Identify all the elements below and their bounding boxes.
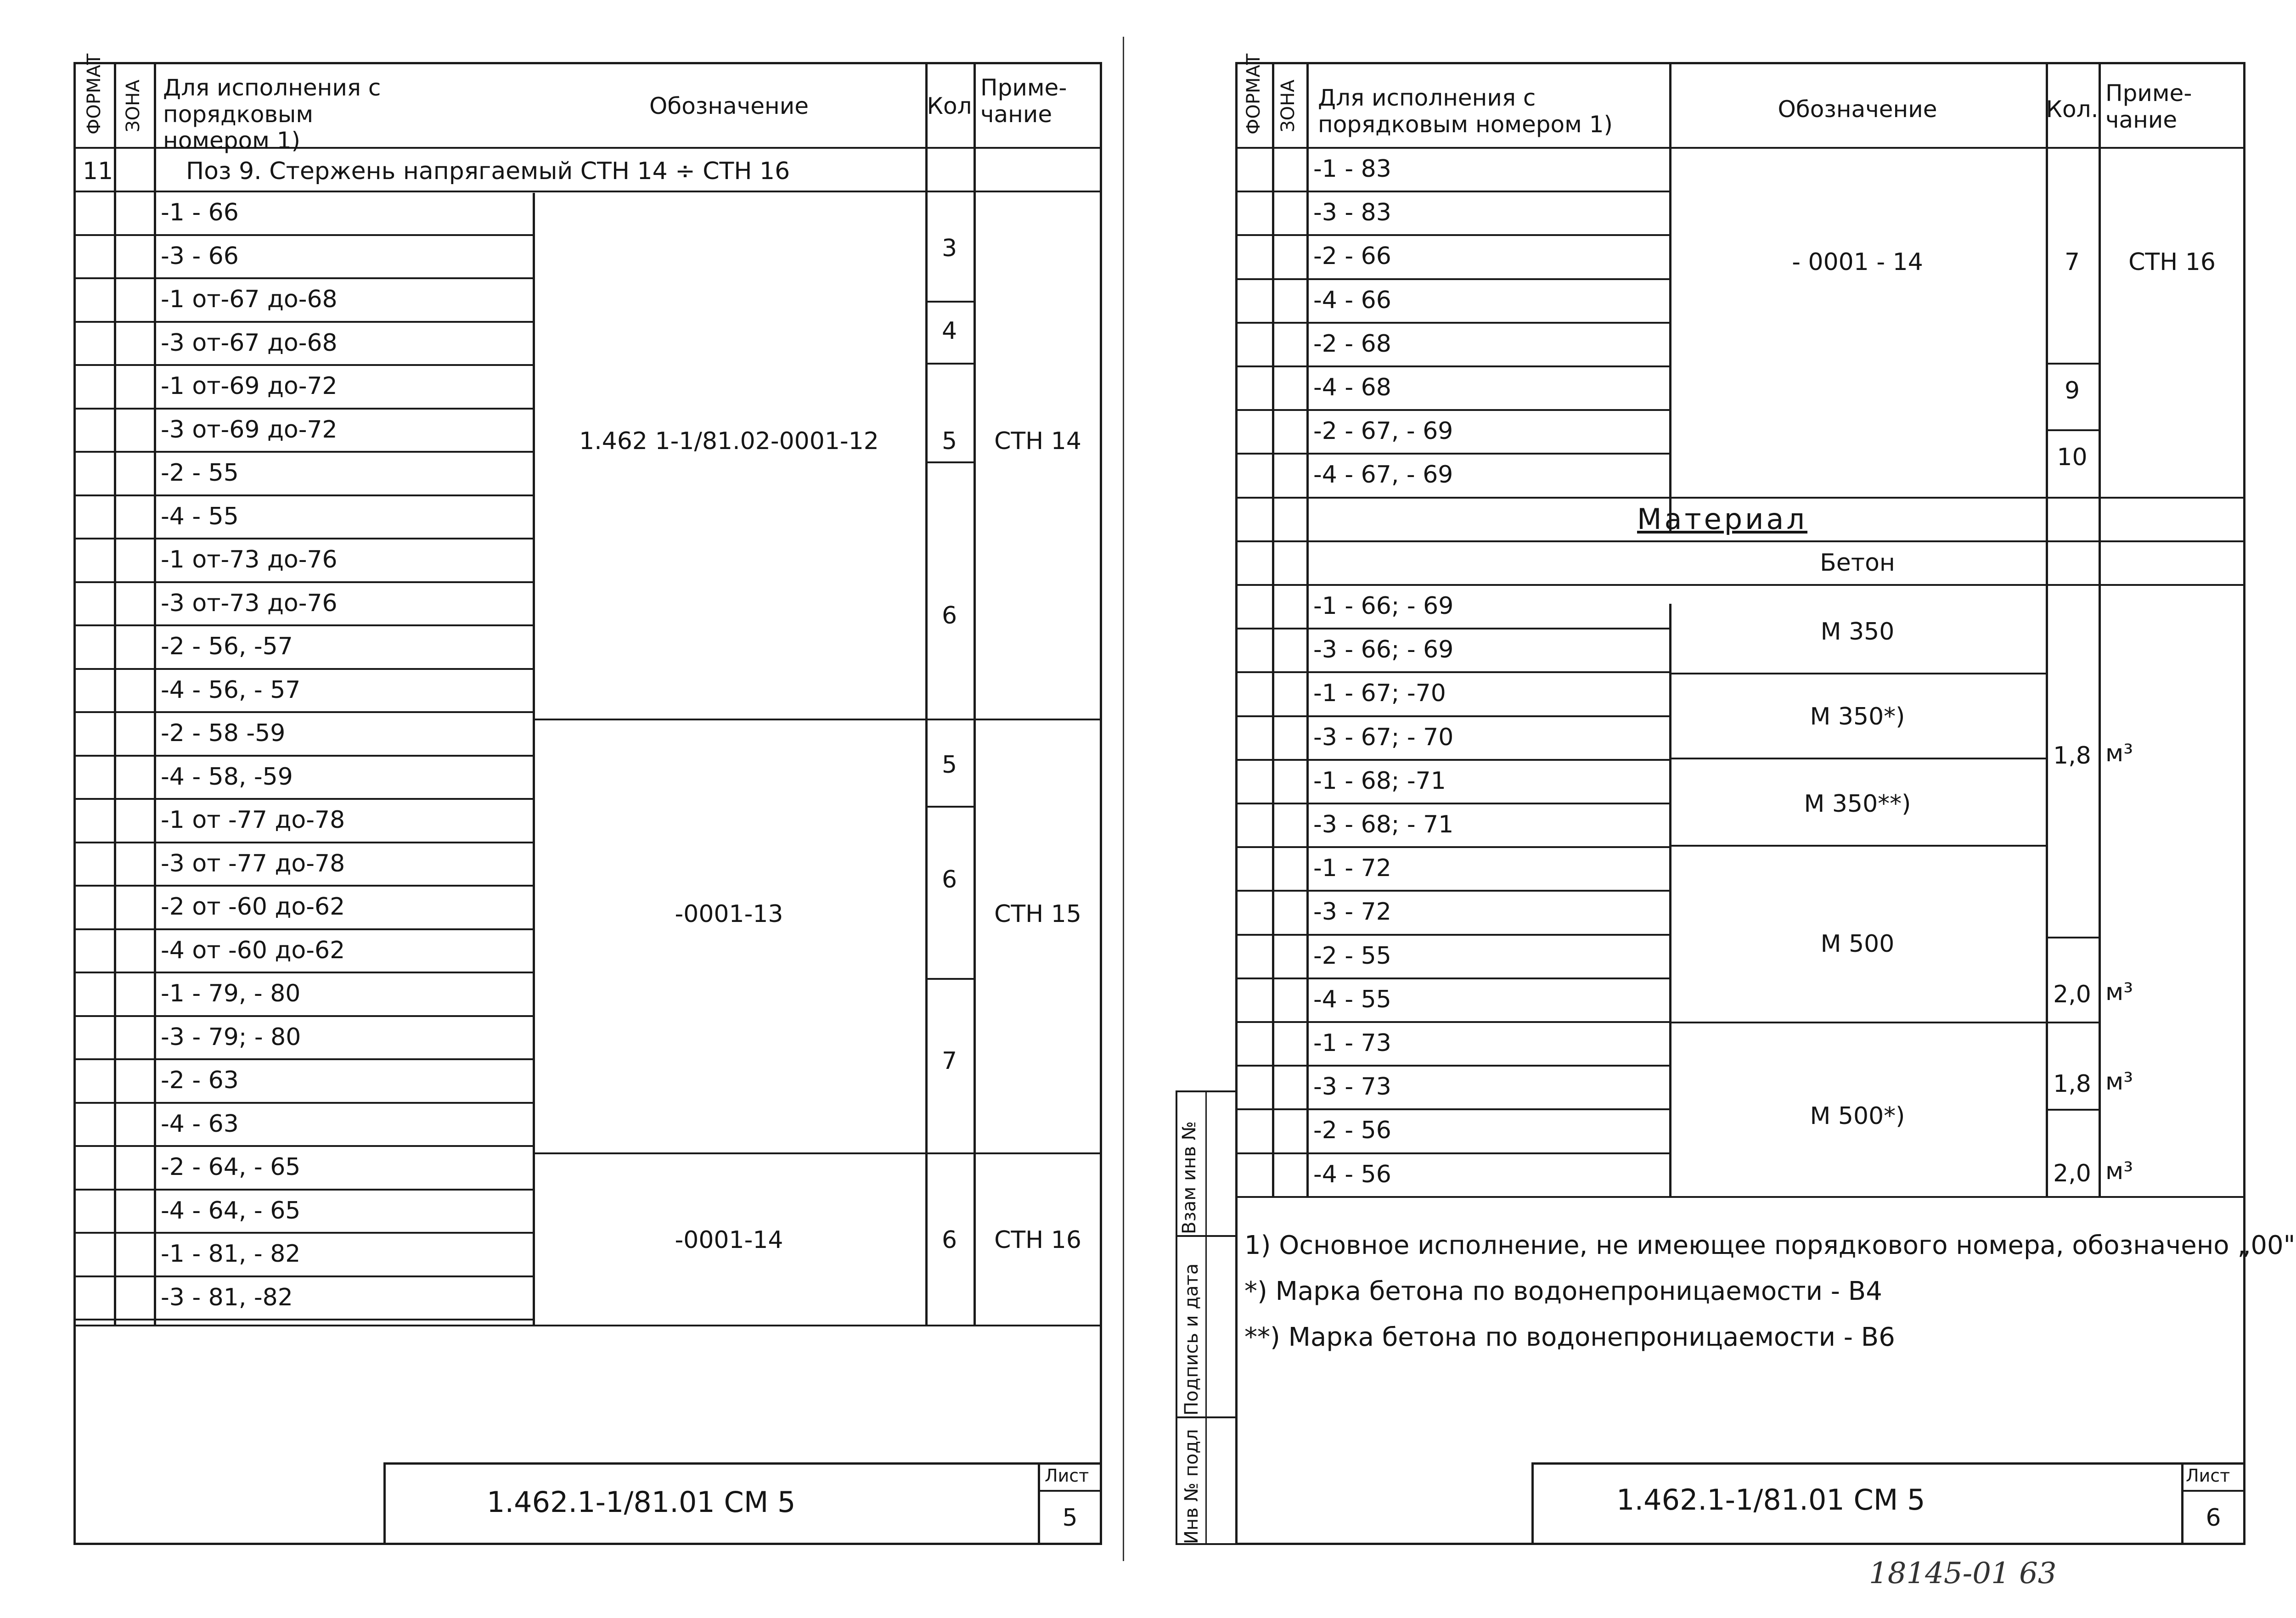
row-line [1235, 715, 1669, 717]
row-label: -3 от-73 до-76 [161, 589, 338, 617]
page-divider [1123, 37, 1124, 1561]
row-label: -4 - 56 [1313, 1160, 1391, 1188]
row-label: -4 - 63 [161, 1110, 239, 1138]
col-for-header: Для исполнения с порядковым номером 1) [163, 74, 381, 154]
row-line [73, 581, 533, 583]
unit: м³ [2105, 740, 2133, 767]
note-stn16: СТН 16 [994, 1226, 1081, 1254]
format-header: ФОРМАТ [1243, 53, 1264, 135]
row-line [73, 928, 533, 930]
row-label: -1 - 67; -70 [1313, 680, 1446, 708]
row-label: -2 - 56 [1313, 1117, 1391, 1145]
row-line [1235, 803, 1669, 804]
row-label: -1 - 81, - 82 [161, 1240, 301, 1268]
side-label-replace: Взам инв № [1179, 1121, 1200, 1234]
row-label: -4 - 66 [1313, 286, 1391, 314]
col-qty-header: Кол. [2046, 96, 2099, 123]
row-line [1235, 453, 1669, 455]
row-label: -3 - 66; - 69 [1313, 636, 1454, 664]
row-line [1235, 1152, 1669, 1154]
qty-mat: 1,8 [2053, 1070, 2091, 1098]
row-label: -2 - 64, - 65 [161, 1153, 301, 1181]
row-line [73, 755, 533, 757]
qty-value: 7 [941, 1047, 957, 1075]
handwritten-number: 18145-01 63 [1869, 1556, 2057, 1590]
row-label: -1 от-69 до-72 [161, 372, 338, 400]
row-line [73, 1275, 533, 1277]
qty-value: 6 [941, 866, 957, 893]
designation-12: 1.462 1-1/81.02-0001-12 [579, 427, 879, 455]
row-label: -3 - 68; - 71 [1313, 811, 1454, 838]
row-label: -4 от -60 до-62 [161, 936, 345, 964]
designation-13: -0001-13 [675, 900, 783, 928]
row-label: -3 - 72 [1313, 898, 1391, 926]
row-label: -1 - 66; - 69 [1313, 592, 1454, 620]
row-line [1235, 365, 1669, 367]
qty-value: 7 [2064, 248, 2080, 276]
row-line [1235, 584, 2245, 586]
qty-value: 10 [2057, 444, 2088, 471]
row-label: -4 - 68 [1313, 374, 1391, 401]
row-line [73, 885, 533, 887]
zone-header: ЗОНА [123, 79, 144, 132]
row-line [73, 451, 533, 453]
sheet-label: Лист [2186, 1466, 2230, 1486]
row-label: -4 - 55 [1313, 985, 1391, 1013]
qty-value: 6 [941, 602, 957, 629]
row-line [73, 321, 533, 323]
row-label: -1 - 73 [1313, 1029, 1391, 1057]
sheet-number: 6 [2206, 1504, 2221, 1532]
row-label: -4 - 64, - 65 [161, 1197, 301, 1225]
doc-code: 1.462.1-1/81.01 СМ 5 [487, 1485, 796, 1519]
row-line [73, 1232, 533, 1234]
row-line [73, 1102, 533, 1104]
row-label: -1 - 68; -71 [1313, 767, 1446, 795]
qty-value: 5 [941, 751, 957, 779]
row-label: -1 от-67 до-68 [161, 286, 338, 313]
row-line [73, 842, 533, 843]
row-line [1235, 322, 1669, 324]
footnote-3: **) Марка бетона по водонепроницаемости - В6 [1244, 1322, 1895, 1352]
row-label: -3 - 73 [1313, 1073, 1391, 1101]
side-label-inv: Инв № подл [1181, 1429, 1202, 1544]
row-label: -3 - 79; - 80 [161, 1023, 301, 1051]
qty-value: 3 [941, 235, 957, 262]
designation-14: -0001-14 [675, 1226, 783, 1254]
row-line [1235, 497, 2245, 499]
row-label: -4 - 56, - 57 [161, 676, 301, 704]
unit: м³ [2105, 1157, 2133, 1185]
right-sheet [1176, 53, 2296, 1545]
row-label: -4 - 67, - 69 [1313, 461, 1453, 489]
row-label: -1 от-73 до-76 [161, 546, 338, 573]
row-line [73, 1145, 533, 1147]
doc-code: 1.462.1-1/81.01 СМ 5 [1616, 1483, 1925, 1517]
section-title: Поз 9. Стержень напрягаемый СТН 14 ÷ СТН 16 [186, 157, 790, 185]
left-sheet [73, 53, 1102, 1545]
row-line [1235, 540, 2245, 542]
row-line [73, 277, 533, 279]
row-label: -2 - 58 -59 [161, 719, 286, 747]
footnote-1: 1) Основное исполнение, не имеющее порядкового номера, обозначено „00" [1244, 1230, 2296, 1260]
row-label: -2 от -60 до-62 [161, 893, 345, 921]
row-label: -1 от -77 до-78 [161, 806, 345, 834]
col-note-header: Приме-чание [2105, 80, 2192, 133]
qty-mat: 1,8 [2053, 742, 2091, 770]
row-label: -2 - 55 [161, 459, 239, 487]
row-line [1235, 846, 1669, 848]
beton-heading: Бетон [1820, 549, 1895, 577]
row-line [73, 972, 533, 973]
footnote-2: *) Марка бетона по водонепроницаемости - В4 [1244, 1276, 1882, 1306]
sheet-label: Лист [1045, 1466, 1089, 1486]
note-stn14: СТН 14 [994, 427, 1081, 455]
row-line [73, 798, 533, 800]
grade-m350-star: М 350*) [1810, 703, 1905, 730]
row-line [73, 1319, 533, 1320]
col-designation-header: Обозначение [649, 93, 809, 119]
grade-m350: М 350 [1820, 618, 1895, 646]
unit: м³ [2105, 1068, 2133, 1096]
qty-value: 5 [941, 427, 957, 455]
left-frame [73, 53, 1102, 1545]
row-label: -1 - 79, - 80 [161, 980, 301, 1007]
sheet-number: 5 [1062, 1504, 1078, 1532]
row-line [1235, 934, 1669, 936]
qty-mat: 2,0 [2053, 1160, 2091, 1187]
row-line [73, 364, 533, 366]
row-line [1235, 234, 1669, 236]
qty-value: 4 [941, 317, 957, 345]
qty-value: 9 [2064, 377, 2080, 404]
row-line [73, 494, 533, 496]
row-line [73, 668, 533, 670]
row-label: -2 - 67, - 69 [1313, 417, 1453, 445]
unit: м³ [2105, 978, 2133, 1006]
row-line [1235, 978, 1669, 979]
row-line [1235, 1065, 1669, 1067]
material-heading: Материал [1637, 502, 1808, 536]
row-line [1235, 278, 1669, 280]
row-label: -2 - 66 [1313, 242, 1391, 270]
row-line [1235, 1021, 1669, 1023]
row-label: -3 от -77 до-78 [161, 849, 345, 877]
row-label: -1 - 72 [1313, 854, 1391, 882]
row-label: -3 - 83 [1313, 199, 1391, 227]
col-qty-header: Кол [927, 93, 972, 119]
row-label: -3 - 81, -82 [161, 1283, 293, 1311]
row-line [73, 408, 533, 410]
row-label: -2 - 56, -57 [161, 633, 293, 660]
row-line [1235, 1108, 1669, 1110]
col-designation-header: Обозначение [1778, 96, 1937, 123]
row-line [1235, 759, 1669, 761]
qty-value: 6 [941, 1226, 957, 1254]
row-line [73, 234, 533, 236]
row-label: -3 - 66 [161, 242, 239, 270]
row-label: -2 - 68 [1313, 330, 1391, 358]
col-note-header: Приме-чание [980, 74, 1067, 128]
row-line [73, 1058, 533, 1060]
row-line [1235, 671, 1669, 673]
qty-mat: 2,0 [2053, 981, 2091, 1008]
zone-header: ЗОНА [1277, 79, 1299, 132]
row-line [73, 1015, 533, 1017]
row-label: -3 от-69 до-72 [161, 416, 338, 444]
row-line [73, 1189, 533, 1191]
designation-14: - 0001 - 14 [1792, 248, 1923, 276]
row-label: -4 - 58, -59 [161, 763, 293, 791]
row-line [73, 538, 533, 539]
row-label: -1 - 66 [161, 199, 239, 226]
row-line [1235, 409, 1669, 411]
note-stn15: СТН 15 [994, 900, 1081, 928]
row-label: -1 - 83 [1313, 155, 1391, 183]
row-line [73, 711, 533, 713]
format-value: 11 [83, 157, 113, 185]
row-line [1235, 890, 1669, 892]
grade-m500-star: М 500*) [1810, 1102, 1905, 1130]
row-line [73, 624, 533, 626]
side-label-sign: Подпись и дата [1181, 1263, 1202, 1416]
col-for-header: Для исполнения с порядковым номером 1) [1318, 84, 1613, 138]
row-line [1235, 628, 1669, 629]
grade-m350-2star: М 350**) [1804, 790, 1911, 818]
format-header: ФОРМАТ [84, 53, 105, 135]
row-label: -2 - 55 [1313, 942, 1391, 970]
row-label: -4 - 55 [161, 502, 239, 530]
row-label: -3 от-67 до-68 [161, 329, 338, 357]
note-stn16: СТН 16 [2128, 248, 2216, 276]
grade-m500: М 500 [1820, 930, 1895, 958]
row-line [1235, 191, 1669, 192]
row-label: -3 - 67; - 70 [1313, 723, 1454, 751]
row-label: -2 - 63 [161, 1067, 239, 1094]
